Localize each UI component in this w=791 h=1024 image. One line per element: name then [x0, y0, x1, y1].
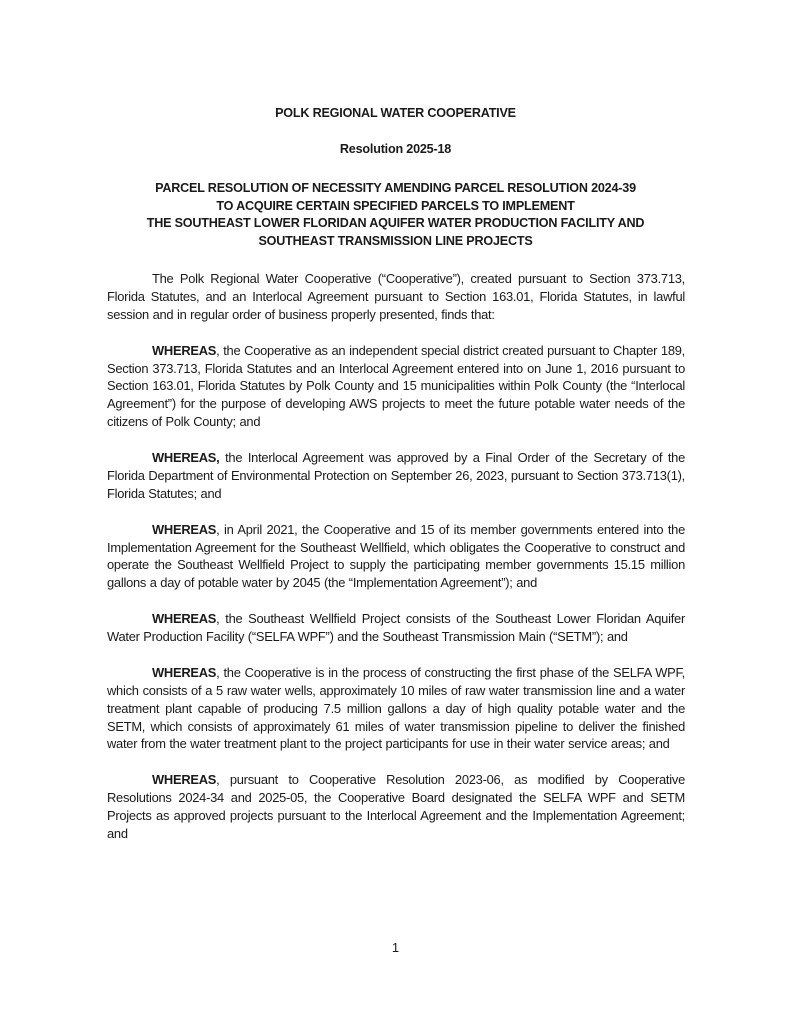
whereas-lead: WHEREAS	[152, 342, 217, 358]
whereas-clause	[107, 664, 685, 754]
organization-title: POLK REGIONAL WATER COOPERATIVE	[275, 106, 516, 120]
document-body	[107, 270, 685, 861]
heading-line: THE SOUTHEAST LOWER FLORIDAN AQUIFER WATER PRODUCTION FACILITY AND	[146, 216, 645, 231]
whereas-text: , the Cooperative as an independent special district created pursuant to Chapter 189, Section 373.713, Florida Statutes and an Interlocal Agreement entered into on June 1, 2016 pursuant to Section 163.01, Florida Statutes by Polk County and 15 municipalities within Polk County (the “Interlocal Agreement”) for the purpose of developing AWS projects to meet the future potable water needs of the citizens of Polk County; and	[107, 342, 685, 430]
resolution-heading	[0, 180, 791, 251]
heading-line: TO ACQUIRE CERTAIN SPECIFIED PARCELS TO IMPLEMENT	[216, 198, 575, 213]
whereas-lead: WHEREAS	[152, 521, 217, 537]
whereas-lead: WHEREAS,	[152, 450, 220, 466]
whereas-text: , in April 2021, the Cooperative and 15 of its member governments entered into the Implementation Agreement for the Southeast Wellfield, which obligates the Cooperative to construct and operate the Southeast Wellfield Project to supply the participating member governments 15.15 million gallons a day of potable water by 2045 (the “Implementation Agreement”); and	[107, 521, 685, 591]
whereas-text: , the Cooperative is in the process of constructing the first phase of the SELFA WPF, which consists of a 5 raw water wells, approximately 10 miles of raw water transmission line and a water treatment plant capable of producing 7.5 million gallons a day of high quality potable water and the SETM, which consists of approximately 61 miles of water transmission pipeline to deliver the finished water from the water treatment plant to the project participants for use in their water service areas; and	[107, 664, 685, 752]
whereas-lead: WHEREAS	[152, 772, 217, 788]
whereas-clause	[107, 610, 685, 646]
whereas-lead: WHEREAS	[152, 611, 217, 627]
whereas-text: , the Southeast Wellfield Project consists of the Southeast Lower Floridan Aquifer Water Production Facility (“SELFA WPF”) and the Southeast Transmission Main (“SETM”); and	[107, 611, 685, 645]
whereas-clause	[107, 521, 685, 593]
whereas-clause	[107, 449, 685, 503]
whereas-text: the Interlocal Agreement was approved by a Final Order of the Secretary of the Florida Department of Environmental Protection on September 26, 2023, pursuant to Section 373.713(1), Florida Statutes; and	[107, 450, 685, 501]
whereas-lead: WHEREAS	[152, 664, 217, 680]
whereas-clause	[107, 771, 685, 843]
heading-line: SOUTHEAST TRANSMISSION LINE PROJECTS	[258, 234, 533, 249]
whereas-clause	[107, 342, 685, 432]
whereas-text: , pursuant to Cooperative Resolution 2023-06, as modified by Cooperative Resolutions 2024-34 and 2025-05, the Cooperative Board designated the SELFA WPF and SETM Projects as approved projects pursuant to the Interlocal Agreement and the Implementation Agreement; and	[107, 772, 685, 841]
resolution-number: Resolution 2025-18	[339, 142, 452, 156]
preamble-paragraph: The Polk Regional Water Cooperative (“Cooperative”), created pursuant to Section 373.713, Florida Statutes, and an Interlocal Agreement pursuant to Section 163.01, Florida Statutes, in lawful session and in regular order of business properly presented, finds that:	[107, 271, 685, 322]
page-number: 1	[391, 940, 400, 955]
heading-line: PARCEL RESOLUTION OF NECESSITY AMENDING PARCEL RESOLUTION 2024-39	[155, 181, 636, 195]
